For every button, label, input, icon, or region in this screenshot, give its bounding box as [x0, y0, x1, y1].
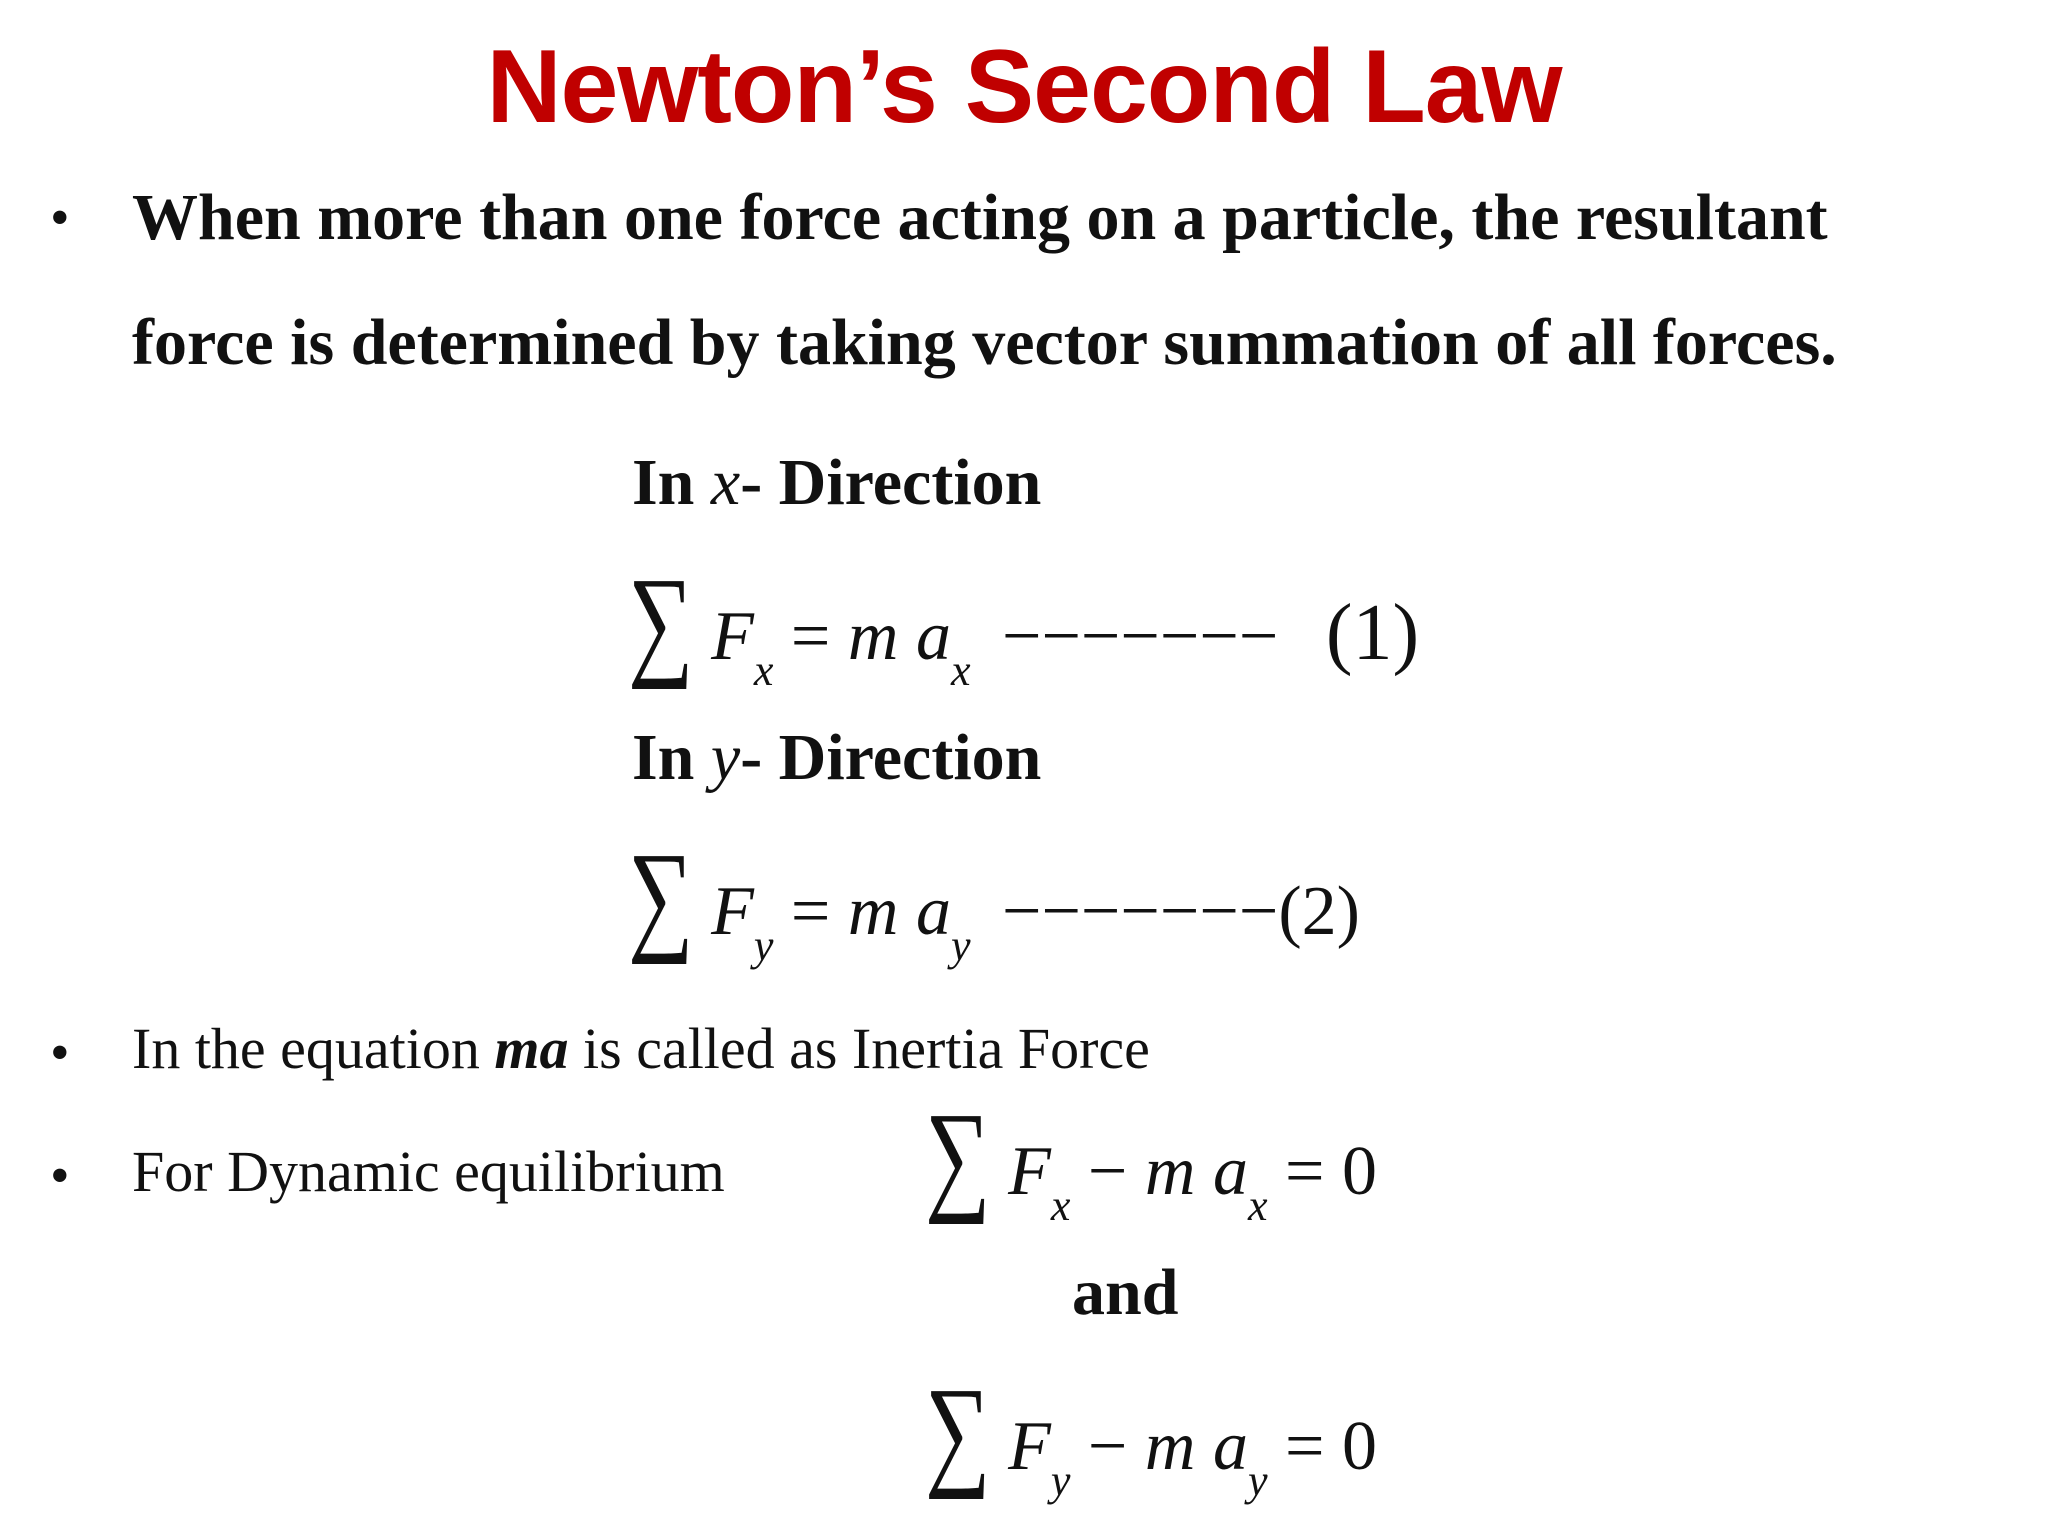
accel-symbol: a	[1212, 1133, 1248, 1210]
subscript: x	[753, 646, 774, 695]
equilibrium-equation-x	[925, 1086, 1377, 1230]
bullet-dot: •	[50, 1145, 70, 1207]
equals-sign: =	[790, 598, 831, 675]
subscript: x	[950, 646, 971, 695]
force-symbol: F	[1008, 1408, 1051, 1485]
zero: 0	[1341, 1408, 1377, 1485]
heading-variable: y	[710, 721, 741, 794]
inertia-before: In the equation	[132, 1016, 495, 1081]
subscript: y	[753, 921, 774, 970]
dash-leader: −−−−−−−	[1001, 598, 1279, 675]
subscript: y	[1247, 1456, 1268, 1505]
intro-line-2: force is determined by taking vector summation of all forces.	[132, 306, 1837, 379]
inertia-term: ma	[494, 1016, 569, 1081]
and-connector: and	[1072, 1256, 1179, 1329]
equation-number: (1)	[1325, 589, 1420, 677]
inertia-after: is called as Inertia Force	[568, 1016, 1150, 1081]
equation-number: (2)	[1278, 873, 1360, 950]
equilibrium-label: For Dynamic equilibrium	[132, 1139, 725, 1204]
heading-suffix: - Direction	[740, 721, 1042, 794]
slide-title: Newton’s Second Law	[486, 29, 1562, 145]
mass-symbol: m	[1144, 1408, 1196, 1485]
equals-sign: =	[1284, 1408, 1325, 1485]
force-symbol: F	[711, 873, 754, 950]
sigma-symbol: ∑	[925, 1086, 991, 1225]
accel-symbol: a	[1212, 1408, 1248, 1485]
bullet-dot: •	[50, 1022, 70, 1084]
minus-sign: −	[1087, 1408, 1128, 1485]
mass-symbol: m	[847, 873, 899, 950]
sigma-symbol: ∑	[925, 1361, 991, 1500]
subscript: y	[1050, 1456, 1071, 1505]
x-direction-heading	[632, 445, 1041, 521]
dash-leader: −−−−−−−	[1001, 873, 1279, 950]
equals-sign: =	[790, 873, 831, 950]
equals-sign: =	[1284, 1133, 1325, 1210]
minus-sign: −	[1087, 1133, 1128, 1210]
intro-line-1: When more than one force acting on a particle, the resultant	[132, 181, 1828, 254]
sigma-symbol: ∑	[628, 826, 694, 965]
heading-prefix: In	[632, 721, 711, 794]
subscript: x	[1247, 1181, 1268, 1230]
force-symbol: F	[1008, 1133, 1051, 1210]
equation-y	[628, 826, 1360, 970]
equation-x	[628, 551, 1420, 695]
accel-symbol: a	[915, 598, 951, 675]
sigma-symbol: ∑	[628, 551, 694, 690]
inertia-text	[132, 1015, 1150, 1082]
mass-symbol: m	[847, 598, 899, 675]
zero: 0	[1341, 1133, 1377, 1210]
subscript: x	[1050, 1181, 1071, 1230]
y-direction-heading	[632, 720, 1041, 796]
subscript: y	[950, 921, 971, 970]
mass-symbol: m	[1144, 1133, 1196, 1210]
accel-symbol: a	[915, 873, 951, 950]
bullet-dot: •	[50, 187, 70, 249]
equilibrium-equation-y	[925, 1361, 1377, 1505]
force-symbol: F	[711, 598, 754, 675]
heading-variable: x	[710, 446, 741, 519]
heading-suffix: - Direction	[740, 446, 1042, 519]
heading-prefix: In	[632, 446, 711, 519]
